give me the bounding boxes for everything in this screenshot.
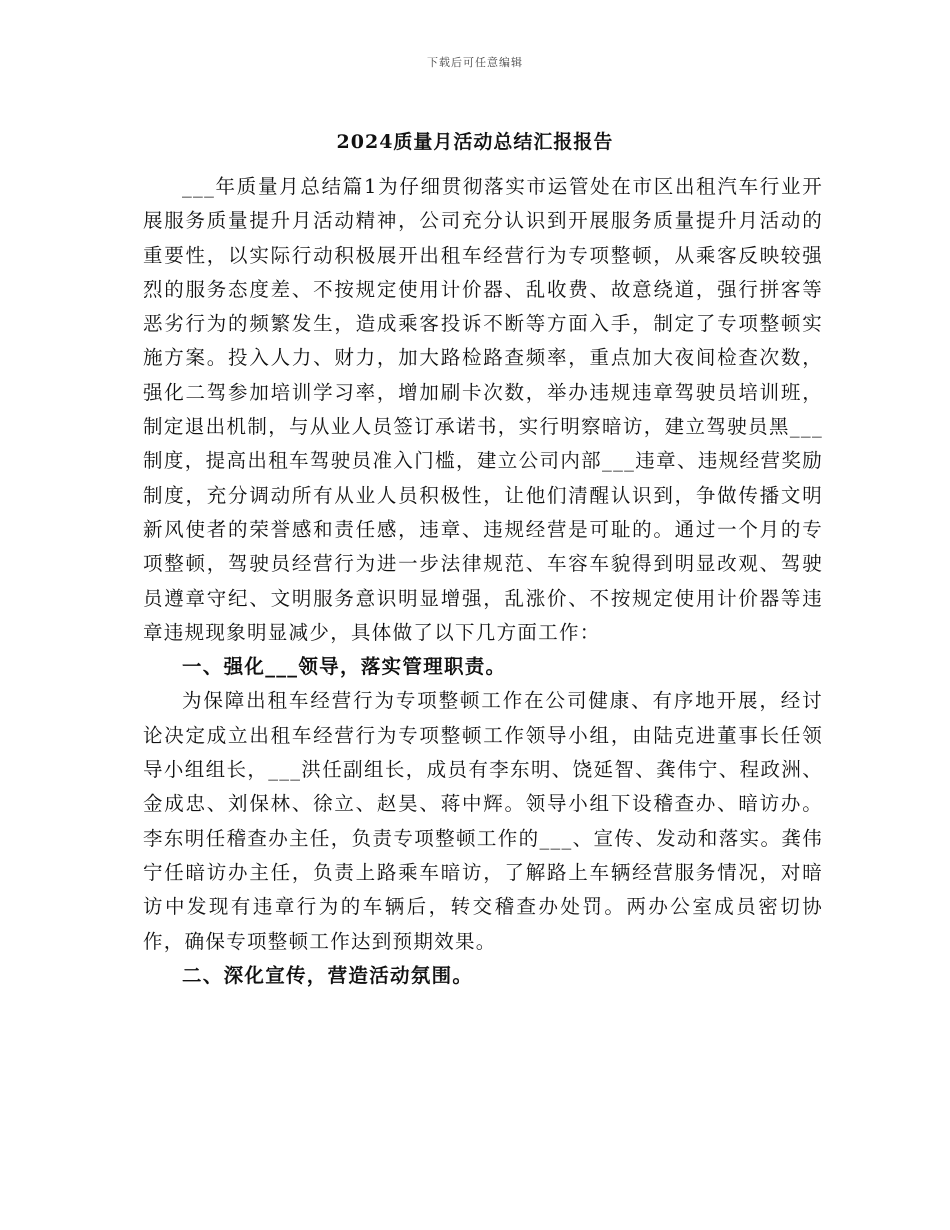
document-title: 2024质量月活动总结汇报报告: [336, 131, 614, 153]
body-paragraph-leadership: 为保障出租车经营行为专项整顿工作在公司健康、有序地开展，经讨论决定成立出租车经营行为专项整顿工作领导小组，由陆克进董事长任领导小组组长，___洪任副组长，成员有李东明、饶延智、龚伟宁、程政洲、金成忠、刘保林、徐立、赵昊、蒋中辉。领导小组下设稽查办、暗访办。李东明任稽查办主任，负责专项整顿工作的___、宣传、发动和落实。龚伟宁任暗访办主任，负责上路乘车暗访，了解路上车辆经营服务情况，对暗访中发现有违章行为的车辆后，转交稽查办处罚。两办公室成员密切协作，确保专项整顿工作达到预期效果。: [143, 689, 823, 953]
body-paragraph-intro: ___年质量月总结篇1为仔细贯彻落实市运管处在市区出租汽车行业开展服务质量提升月活动精神，公司充分认识到开展服务质量提升月活动的重要性，以实际行动积极展开出租车经营行为专项整顿，从乘客反映较强烈的服务态度差、不按规定使用计价器、乱收费、故意绕道，强行拼客等恶劣行为的频繁发生，造成乘客投诉不断等方面入手，制定了专项整顿实施方案。投入人力、财力，加大路检路查频率，重点加大夜间检查次数，强化二驾参加培训学习率，增加刷卡次数，举办违规违章驾驶员培训班，制定退出机制，与从业人员签订承诺书，实行明察暗访，建立驾驶员黑___制度，提高出租车驾驶员准入门槛，建立公司内部___违章、违规经营奖励制度，充分调动所有从业人员积极性，让他们清醒认识到，争做传播文明新风使者的荣誉感和责任感，违章、违规经营是可耻的。通过一个月的专项整顿，驾驶员经营行为进一步法律规范、车容车貌得到明显改观、驾驶员遵章守纪、文明服务意识明显增强，乱涨价、不按规定使用计价器等违章违规现象明显减少，具体做了以下几方面工作：: [143, 175, 823, 644]
page-header-note: 下载后可任意编辑: [427, 56, 523, 69]
section-heading-2: 二、深化宣传，营造活动氛围。: [182, 963, 474, 987]
section-heading-1: 一、强化___领导，落实管理职责。: [182, 655, 507, 679]
document-body: [143, 170, 823, 993]
